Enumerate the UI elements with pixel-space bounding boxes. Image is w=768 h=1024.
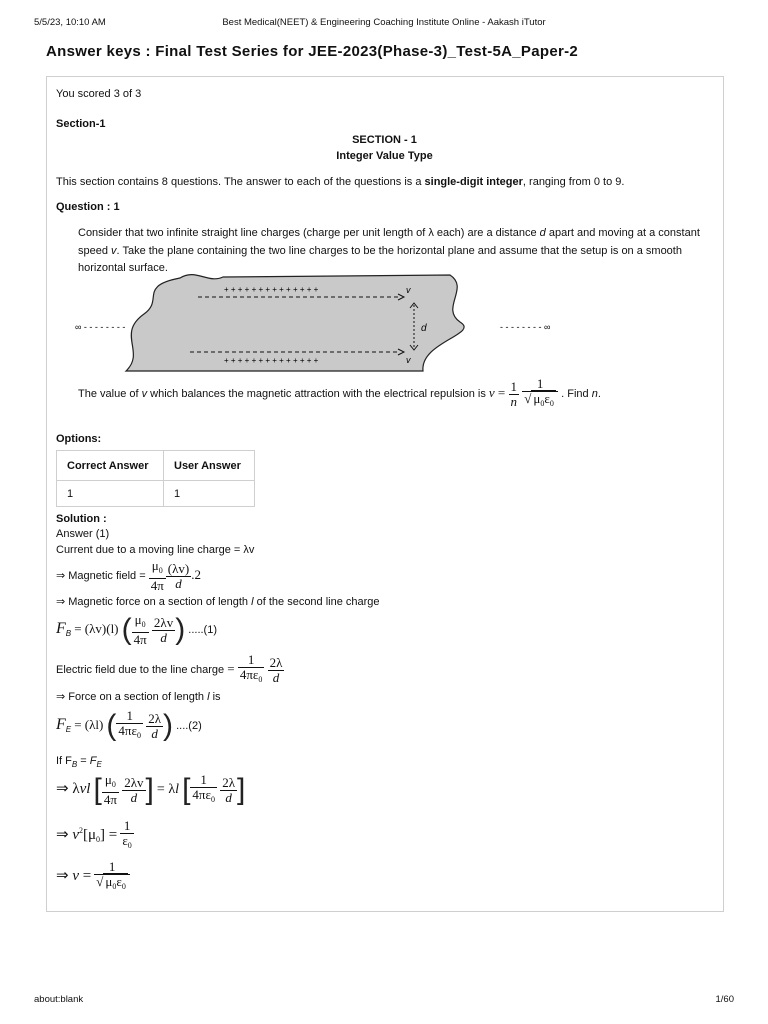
subscript-zero: 0 [127,841,132,850]
intro-bold: single-digit integer [424,176,523,188]
fb-F: F [56,619,66,637]
subscript-zero: 0 [112,882,117,891]
fs-suffix: is [209,691,221,703]
1-over-4pieps [190,773,217,807]
balance-var-n: n [591,387,598,400]
question-label: Question : 1 [56,201,120,213]
solution-label: Solution : [56,513,107,525]
options-header-row [57,451,255,481]
if-sub-B: B [71,760,78,769]
right-infinity: - - - - - - - - ∞ [500,322,551,332]
subscript-zero: 0 [258,675,263,684]
mu-symbol: μ [151,558,159,573]
frac-1-over-n [509,380,520,409]
if-line [56,754,713,772]
eq-sign: = [227,660,235,676]
subscript-zero: 0 [158,566,163,575]
sqrt-mu-eps: √ $\mu_0\varepsilon_0$ [524,391,554,408]
var-v: v [72,826,79,843]
fe-F: F [56,715,66,733]
subscript-zero: 0 [96,834,101,844]
times-two: .2 [191,566,201,582]
2l-over-d [268,656,285,685]
balance-suffix: . Find [561,387,592,400]
balance-prefix: The value of [78,387,142,400]
formula-eq: = [497,384,506,400]
four-pi: 4π [150,578,164,593]
q-part-3: . Take the plane containing the two line charges to be the horizontal plane and assume that the setup is on a smooth horizontal surface. [78,244,682,274]
left-infinity: ∞ - - - - - - - - [75,322,126,332]
mu-symbol: μ [105,874,113,889]
superscript-two: 2 [79,825,83,835]
q-part-1: Consider that two infinite straight line charges (charge per unit length of λ each) are a distance [78,227,540,239]
1-over-4pieps [238,653,265,687]
section-subheading: Integer Value Type [336,150,433,162]
subscript-zero: 0 [141,620,146,629]
mu-symbol: μ [533,391,541,406]
sqrt-mu-eps: √ $\mu_0\varepsilon_0$ [96,874,126,891]
fs-prefix: ⇒ Force on a section of length [56,691,208,703]
frac-num: 1 [522,377,558,392]
lambda-symbol: λ [168,781,176,797]
fb-sub-B: B [65,628,72,638]
frac-1-over-sqrt [522,377,558,411]
lambda-symbol: λ [72,780,80,797]
answer-card [46,76,724,912]
mf-var-l: l [251,596,254,608]
distance-d-label: d [421,323,427,334]
subscript-zero: 0 [111,780,116,789]
eq1-tag: .....(1) [188,623,218,636]
mu-symbol: μ [134,612,142,627]
frac-den: n [510,393,518,409]
if-F: F [89,755,97,767]
right-bracket: ] [237,773,246,807]
print-footer [34,994,734,1008]
balance-statement [78,377,713,411]
header-correct-answer: Correct Answer [57,451,164,481]
formula-v: v [488,384,495,400]
magnetic-force-line [56,595,713,609]
eq-sign: = [80,755,87,767]
line-charges-figure [68,270,588,378]
balance-var-v: v [141,387,148,400]
1-over-4pieps [116,709,143,743]
q-var-v: v [111,244,117,257]
balance-end: . [597,387,601,400]
var-l: l [86,780,91,797]
lower-plus-row: + + + + + + + + + + + + + + [224,356,319,365]
den-d: d [151,725,158,741]
eq2-tag: ....(2) [176,719,202,732]
magnetic-field-label: ⇒ Magnetic field = [56,569,146,582]
subscript-zero: 0 [540,399,545,408]
eq-sign: = [74,716,82,732]
frac-num: 1 [190,773,217,788]
implies-arrow: ⇒ [56,826,69,843]
epsilon-symbol: ε [122,833,128,848]
var-l: l [175,781,179,797]
eq-sign: = [82,867,92,884]
subscript-zero: 0 [136,731,141,740]
mu-over-4pi [102,773,119,807]
implies-arrow: ⇒ [56,867,69,884]
options-row [57,481,255,507]
q-var-d: d [539,227,546,239]
1-over-sqrt [94,860,130,894]
four-pi: 4π [133,632,147,647]
mu-over-4pi [149,559,166,593]
section-intro [56,175,713,189]
left-paren: ( [121,613,132,647]
intro-suffix: , ranging from 0 to 9. [522,176,625,188]
balance-middle: which balances the magnetic attraction with the electrical repulsion is [147,387,489,400]
1-over-eps [120,819,133,853]
subscript-zero: 0 [121,882,126,891]
two-lambda-v: 2λv [124,774,144,790]
implies-equation-2: ⇒ $v^2[\mu_0]$ = $\frac{1}{\varepsilon_0}$ [56,819,134,853]
if-text: If F [56,755,72,767]
epsilon-symbol: ε [116,874,122,889]
implies-equation-3 [56,860,130,894]
print-site-title: Best Medical(NEET) & Engineering Coaching Institute Online - Aakash iTutor [222,17,546,28]
q-part-2: apart and moving at a constant speed [78,227,700,257]
two-lambda: 2λ [269,654,283,670]
subscript-zero: 0 [210,795,215,804]
options-table [56,450,255,507]
lambda-v: (λv) [167,560,190,576]
2lv-over-d [152,616,175,645]
left-paren: ( [106,709,117,743]
den-d: d [272,669,280,685]
implies-equation-1 [56,773,245,807]
print-datetime: 5/5/23, 10:10 AM [34,17,106,28]
print-header [34,17,734,31]
user-answer-cell: 1 [164,481,255,507]
section-label: Section-1 [56,118,106,130]
left-bracket: [ [182,773,191,807]
fe-sub-E: E [65,724,72,734]
left-bracket: [ [93,773,102,807]
implies-arrow: ⇒ [56,780,69,797]
lambda-v-l: (λv)(l) [84,620,119,636]
eq-sign: = [74,620,82,636]
four-pi-eps: 4πε [192,787,211,802]
two-lambda-v: 2λv [153,614,174,630]
fe-equation [56,709,202,743]
two-lambda: 2λ [148,710,162,726]
upper-plus-row: + + + + + + + + + + + + + + [224,285,319,294]
eq-sign: = [108,826,118,843]
page-title: Answer keys : Final Test Series for JEE-2023(Phase-3)_Test-5A_Paper-2 [46,43,579,60]
frac-num: 1 [510,378,518,394]
eq-sign: = [156,781,165,797]
answer-line: Answer (1) [56,528,110,540]
section-heading: SECTION - 1 [352,134,417,146]
frac-num: 1 [120,819,133,834]
mf-suffix: of the second line charge [253,596,380,608]
fb-equation [56,613,217,647]
epsilon-symbol: ε [544,391,550,406]
four-pi-eps: 4πε [239,667,259,682]
den-d: d [225,789,232,805]
var-v: v [79,780,87,797]
frac-num: 1 [94,860,130,875]
electric-field-eq [56,653,284,687]
lambda-l: (λl) [84,716,104,732]
intro-prefix: This section contains 8 questions. The answer to each of the questions is a [56,176,425,188]
two-lambda: 2λ [222,774,235,790]
upper-v-label: v [406,285,411,295]
if-sub-E: E [96,760,102,769]
den-d: d [130,789,138,805]
mf-prefix: ⇒ Magnetic force on a section of length [56,596,252,608]
force-section-line [56,690,713,704]
fs-var-l: l [207,691,210,703]
subscript-zero: 0 [549,399,554,408]
balance-formula [488,376,561,409]
print-url: about:blank [34,994,84,1005]
header-user-answer: User Answer [164,451,255,481]
den-d: d [175,575,182,591]
score-text: You scored 3 of 3 [56,88,142,100]
mu-symbol: μ [104,772,112,787]
lower-v-label: v [406,355,411,365]
current-line: Current due to a moving line charge = λv [56,544,255,556]
var-v: v [72,867,79,884]
correct-answer-cell: 1 [57,481,164,507]
den-d: d [160,629,167,645]
mu-symbol: μ [88,826,97,843]
print-page-number: 1/60 [715,994,734,1005]
frac-num: 1 [238,653,265,668]
right-bracket: ] [145,773,154,807]
magnetic-field-eq [56,559,201,593]
right-paren: ) [163,709,174,743]
electric-field-label: Electric field due to the line charge [56,663,225,676]
four-pi: 4π [103,792,117,807]
2l-over-d [146,712,163,741]
frac-num: 1 [116,709,143,724]
lv-over-d [166,562,191,591]
right-paren: ) [175,613,186,647]
2l-over-d [220,776,237,805]
mu-over-4pi [132,613,149,647]
four-pi-eps: 4πε [118,723,137,738]
2lv-over-d [122,776,145,805]
options-label: Options: [56,433,102,445]
